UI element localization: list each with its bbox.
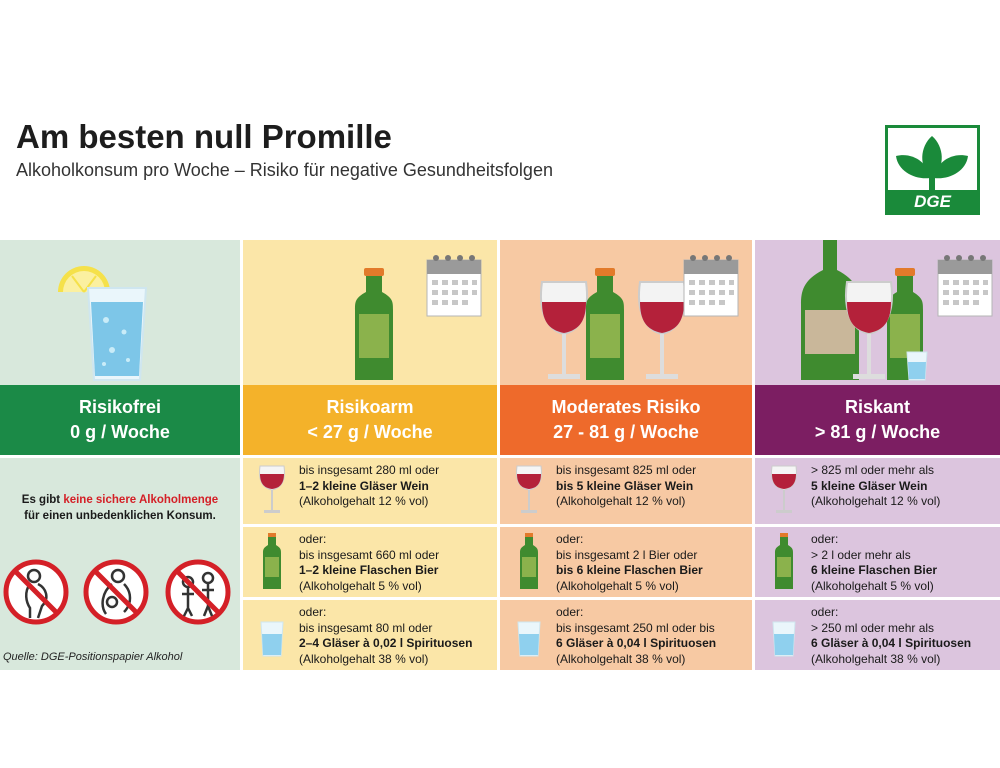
row-line: oder: <box>299 605 327 619</box>
no-safe-line2: für einen unbedenklichen Konsum. <box>24 510 216 522</box>
wine-glass-icon <box>767 462 801 522</box>
level-name: Risikoarm <box>326 397 414 417</box>
shot-glass-icon <box>255 604 289 664</box>
calendar-icon <box>938 255 992 316</box>
beer-row <box>755 527 1000 597</box>
row-line: oder: <box>811 605 839 619</box>
spirits-row <box>243 600 497 670</box>
page-subtitle: Alkoholkonsum pro Woche – Risiko für negative Gesundheitsfolgen <box>16 160 553 180</box>
calendar-icon <box>684 255 738 316</box>
row-bold: bis 5 kleine Gläser Wein <box>556 478 694 493</box>
row-line: oder: <box>556 532 584 546</box>
row-bold: 6 kleine Flaschen Bier <box>811 563 938 577</box>
row-note: (Alkoholgehalt 12 % vol) <box>299 494 429 508</box>
level-band-risikofrei <box>0 385 240 455</box>
wine-row <box>755 458 1000 524</box>
level-amount: 27 - 81 g / Woche <box>553 422 699 442</box>
no-pregnancy-icon <box>2 558 70 626</box>
wine-and-beer-illustration <box>500 240 752 385</box>
source-note: Quelle: DGE-Positionspapier Alkohol <box>3 651 183 663</box>
level-amount: > 81 g / Woche <box>814 422 941 442</box>
no-breastfeeding-icon <box>82 558 150 626</box>
row-line: bis insgesamt 250 ml oder bis <box>556 620 715 635</box>
row-note: (Alkoholgehalt 12 % vol) <box>811 494 941 508</box>
column-risikoarm <box>243 240 497 670</box>
level-amount: 0 g / Woche <box>70 422 170 442</box>
shot-glass-icon <box>767 604 801 664</box>
row-line: > 825 ml oder mehr als <box>811 463 935 477</box>
page-title: Am besten null Promille <box>16 118 392 155</box>
no-safe-highlight: keine sichere Alkoholmenge <box>63 494 219 506</box>
wine-row <box>500 458 752 524</box>
wine-bottle-and-drinks-illustration <box>755 240 1000 385</box>
row-line: bis insgesamt 660 ml oder <box>299 547 440 562</box>
wine-row <box>243 458 497 524</box>
row-line: oder: <box>556 605 584 619</box>
no-safe-amount-panel <box>0 458 240 670</box>
no-children-icon <box>164 558 232 626</box>
shot-glass-icon <box>512 604 546 664</box>
no-safe-pre: Es gibt <box>21 494 64 506</box>
row-line: bis insgesamt 825 ml oder <box>556 463 697 477</box>
row-bold: 2–4 Gläser à 0,02 l Spirituosen <box>299 636 473 650</box>
row-note: (Alkoholgehalt 38 % vol) <box>556 651 686 666</box>
water-glass-illustration <box>0 240 240 385</box>
row-line: > 2 l oder mehr als <box>811 547 911 562</box>
level-band-risikoarm <box>243 385 497 455</box>
drink-rows <box>500 458 752 670</box>
level-amount: < 27 g / Woche <box>307 422 433 442</box>
row-bold: 6 Gläser à 0,04 l Spirituosen <box>556 636 717 650</box>
row-line: oder: <box>299 532 327 546</box>
beer-row <box>243 527 497 597</box>
row-note: (Alkoholgehalt 5 % vol) <box>299 578 422 593</box>
dge-logo <box>885 125 980 215</box>
level-name: Risikofrei <box>78 397 162 417</box>
row-bold: bis 6 kleine Flaschen Bier <box>556 563 703 577</box>
row-bold: 1–2 kleine Gläser Wein <box>299 478 429 493</box>
row-note: (Alkoholgehalt 38 % vol) <box>299 651 429 666</box>
level-band-moderates-risiko <box>500 385 752 455</box>
row-line: bis insgesamt 280 ml oder <box>299 463 440 477</box>
column-risikofrei <box>0 240 240 670</box>
beer-bottle-icon <box>512 531 546 591</box>
row-note: (Alkoholgehalt 12 % vol) <box>556 494 686 508</box>
row-line: > 250 ml oder mehr als <box>811 620 935 635</box>
level-band-riskant <box>755 385 1000 455</box>
wine-glass-icon <box>512 462 546 522</box>
row-bold: 6 Gläser à 0,04 l Spirituosen <box>811 636 972 650</box>
row-line: bis insgesamt 2 l Bier oder <box>556 547 698 562</box>
row-line: bis insgesamt 80 ml oder <box>299 620 433 635</box>
row-bold: 5 kleine Gläser Wein <box>811 478 928 493</box>
column-moderates-risiko <box>500 240 752 670</box>
level-name: Riskant <box>844 397 911 417</box>
column-riskant <box>755 240 1000 670</box>
spirits-row <box>500 600 752 670</box>
spirits-row <box>755 600 1000 670</box>
beer-row <box>500 527 752 597</box>
wine-glass-icon <box>255 462 289 522</box>
beer-bottle-icon <box>767 531 801 591</box>
beer-bottle-icon <box>255 531 289 591</box>
row-note: (Alkoholgehalt 38 % vol) <box>811 651 941 666</box>
row-note: (Alkoholgehalt 5 % vol) <box>556 578 679 593</box>
svg-text:DGE: DGE <box>914 192 951 211</box>
row-line: oder: <box>811 532 839 546</box>
beer-bottle-illustration <box>243 240 497 385</box>
row-bold: 1–2 kleine Flaschen Bier <box>299 563 439 577</box>
row-note: (Alkoholgehalt 5 % vol) <box>811 578 934 593</box>
no-safe-amount-text <box>0 492 240 524</box>
drink-rows <box>243 458 497 670</box>
drink-rows <box>755 458 1000 670</box>
level-name: Moderates Risiko <box>551 397 701 417</box>
calendar-icon <box>427 255 481 316</box>
